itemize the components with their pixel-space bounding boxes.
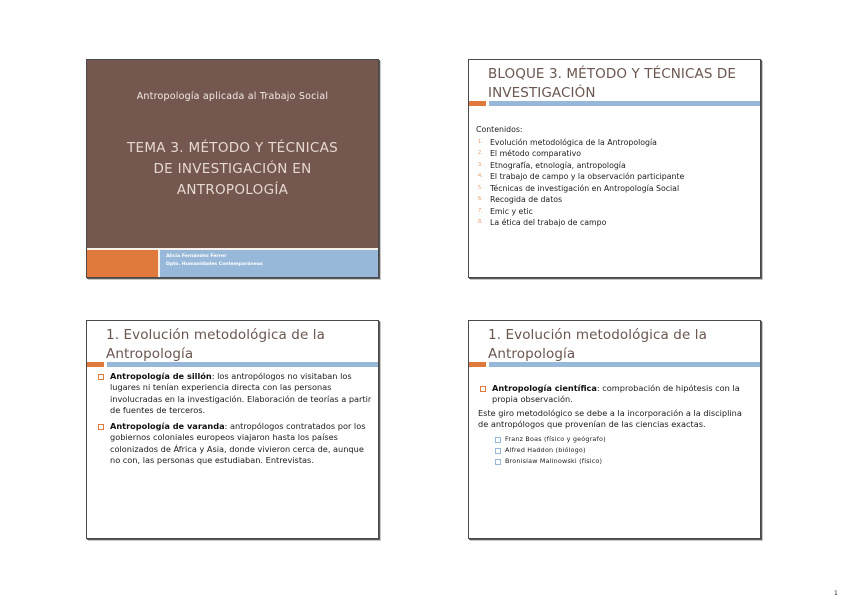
square-bullet-icon bbox=[98, 374, 104, 380]
contents-label: Contenidos: bbox=[476, 125, 523, 134]
bullet-text: : antropólogos contratados por los gobiernos coloniales europeos viajaron hasta los países colonizados de África y Asia, donde vivieron cerca de, aunque no con, las personas que estudiaban. Entrevistas. bbox=[110, 421, 366, 466]
bullet-item bbox=[476, 383, 754, 406]
contents-list bbox=[476, 137, 754, 229]
slide-4-evolution bbox=[468, 320, 761, 539]
list-item: 6. Recogida de datos bbox=[478, 195, 563, 204]
slide-3-evolution bbox=[86, 320, 379, 539]
list-item: 2. El método comparativo bbox=[478, 149, 581, 158]
slide-1-title bbox=[86, 59, 379, 278]
list-item: 4. El trabajo de campo y la observación participante bbox=[478, 172, 685, 181]
list-item: 3. Etnografía, etnología, antropología bbox=[478, 160, 626, 170]
title-line: INVESTIGACIÓN bbox=[488, 85, 596, 101]
title-line: ANTROPOLOGÍA bbox=[176, 182, 289, 198]
title-line: Antropología bbox=[488, 346, 576, 362]
sub-item: Franz Boas (físico y geógrafo) bbox=[495, 434, 754, 444]
square-bullet-icon bbox=[480, 386, 486, 392]
bullet-term: Antropología de sillón bbox=[110, 371, 212, 381]
title-line: 1. Evolución metodológica de la bbox=[106, 327, 325, 343]
footer-author-block bbox=[160, 250, 378, 277]
title-line: TEMA 3. MÉTODO Y TÉCNICAS bbox=[126, 140, 339, 156]
list-item: 8. La ética del trabajo de campo bbox=[478, 218, 607, 227]
list-item: 1. Evolución metodológica de la Antropología bbox=[478, 137, 657, 147]
slide-title bbox=[107, 138, 358, 201]
sub-item: Bronislaw Malinowski (físico) bbox=[495, 456, 754, 466]
bullet-item bbox=[94, 421, 372, 466]
slide-content bbox=[476, 383, 754, 467]
course-subtitle: Antropología aplicada al Trabajo Social bbox=[136, 91, 329, 102]
author-name: Alicia Fernández Ferrer bbox=[166, 254, 227, 259]
bullet-item bbox=[94, 371, 372, 416]
slide-title bbox=[488, 65, 752, 103]
accent-bar bbox=[469, 362, 760, 367]
sub-item: Alfred Haddon (biólogo) bbox=[495, 445, 754, 455]
square-bullet-icon bbox=[495, 459, 501, 465]
list-item: 7. Emic y etic bbox=[478, 206, 533, 216]
slide-title bbox=[106, 326, 370, 364]
slide-title bbox=[488, 326, 752, 364]
accent-bar bbox=[469, 101, 760, 106]
list-item: 5. Técnicas de investigación en Antropología Social bbox=[478, 183, 680, 193]
slide-content bbox=[476, 124, 754, 229]
bullet-text: : comprobación de hipótesis con la propia observación. bbox=[492, 383, 740, 405]
title-line: 1. Evolución metodológica de la bbox=[488, 327, 707, 343]
title-line: Antropología bbox=[106, 346, 194, 362]
footer-orange-block bbox=[87, 250, 160, 277]
paragraph: Este giro metodológico se debe a la incorporación a la disciplina de antropólogos que provenían de las ciencias exactas. bbox=[478, 407, 742, 429]
bullet-text: : los antropólogos no visitaban los lugares ni tenían experiencia directa con las personas involucradas en la investigación. Elaboración de teorías a partir de fuentes de terceros. bbox=[110, 371, 372, 415]
accent-bar bbox=[87, 362, 378, 367]
square-bullet-icon bbox=[495, 437, 501, 443]
slide-2-contents bbox=[468, 59, 761, 278]
title-line: BLOQUE 3. MÉTODO Y TÉCNICAS DE bbox=[488, 66, 737, 82]
title-line: DE INVESTIGACIÓN EN bbox=[153, 161, 312, 177]
department: Dpto. Humanidades Contemporáneas bbox=[166, 262, 263, 267]
bullet-term: Antropología de varanda bbox=[110, 421, 225, 432]
square-bullet-icon bbox=[495, 448, 501, 454]
square-bullet-icon bbox=[98, 424, 104, 430]
title-footer bbox=[87, 248, 378, 277]
page-number: 1 bbox=[834, 590, 838, 597]
slide-content bbox=[94, 371, 372, 471]
bullet-term: Antropología científica bbox=[492, 383, 597, 393]
